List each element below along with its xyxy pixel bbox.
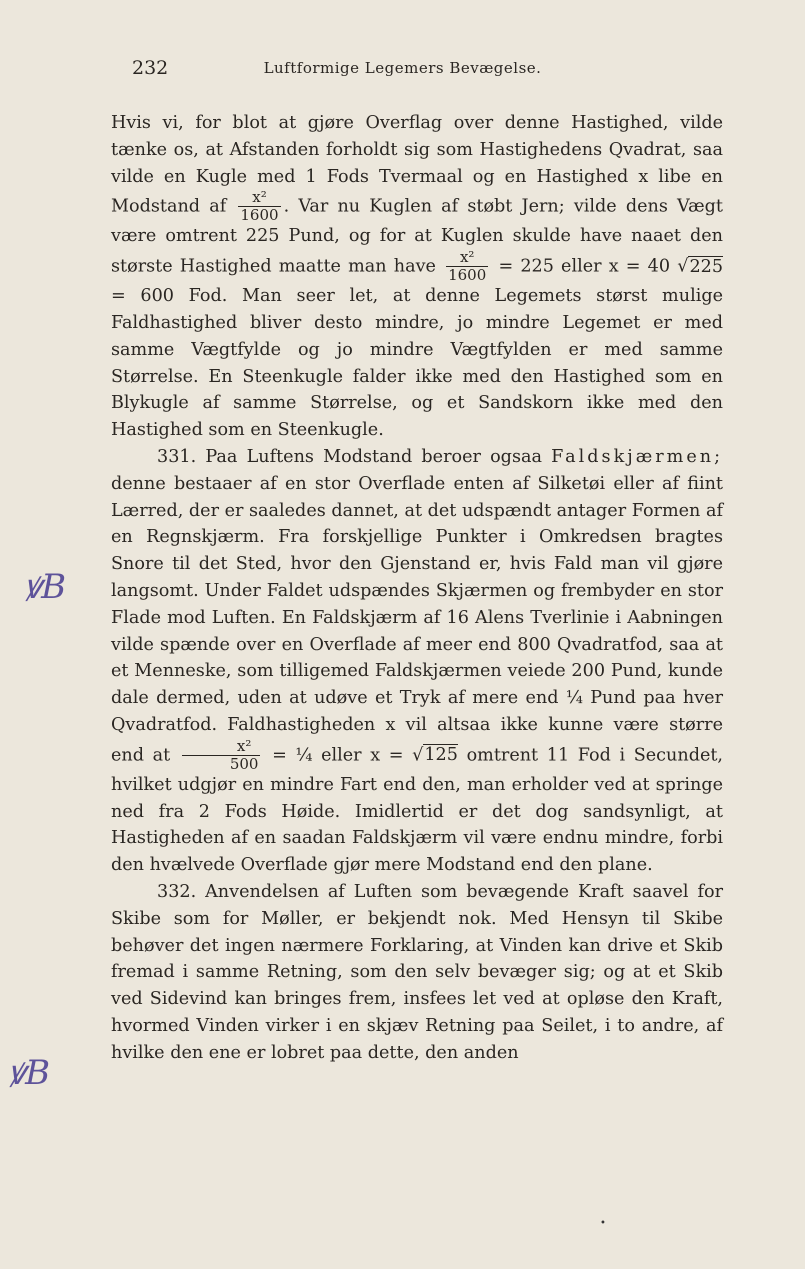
margin-annotation-1: ꝟB [24,567,67,607]
p1-tail: = 600 Fod. Man seer let, at denne Legemets størst mulige Faldhastighed bliver desto mindre, jo mindre Legemet er med samme Vægtfylde og jo mindre Vægtfylden er med samme Størrelse. En Steenkugle falder ikke med den Hastighed som en Blykugle af samme Størrelse, og et Sandskorn ikke med den Hastighed som en Steenkugle. [111,286,723,441]
fraction-x2-over-500 [182,736,261,773]
page-header [0,55,805,85]
sqrt-sign: √ [412,745,424,766]
sqrt-sign: √ [677,256,689,277]
page-speck: • [600,1218,606,1229]
running-title: Luftformige Legemers Bevægelse. [263,59,542,77]
page-number: 232 [132,57,169,79]
paragraph-331 [111,444,723,879]
fraction-numerator: x² [459,248,475,267]
p331-lead: 331. Paa Luftens Modstand beroer ogsaa [157,446,542,467]
equation-225: = 225 eller x = 40 [498,256,671,277]
paragraph-332: 332. Anvendelsen af Luften som bevægende Kraft saavel for Skibe som for Møller, er bekjendt nok. Med Hensyn til Skibe behøver det ingen nærmere Forklaring, at Vinden kan drive et Skib fremad i samme Retning, som den selv bevæger sig; og at et Skib ved Sidevind kan bringes frem, insfees let ved at opløse den Kraft, hvormed Vinden virker i en skjæv Retning paa Seilet, i to andre, af hvilke den ene er lobret paa dette, den anden [111,881,723,1063]
fraction-x2-over-1600-b [446,250,488,283]
fraction-x2-over-1600 [238,190,280,223]
fraction-denominator: 500 [182,755,261,772]
fraction-denominator: 1600 [448,266,487,285]
p331-rest: denne bestaaer af en stor Overflade enten af Silketøi eller af fiint Lærred, der er saaledes dannet, at det udspændt antager Formen af en Regnskjærm. Fra forskjellige Punkter i Omkredsen bragtes Snore til det Sted, hvor den Gjenstand er, hvis Fald man vil gjøre langsomt. Under Faldet udspændes Skjærmen og frembyder en stor Flade mod Luften. En Faldskjærm af 16 Alens Tverlinie i Aabningen vilde spænde over en Overflade af meer end 800 Qvadratfod, saa at et Menneske, som tilligemed Faldskjærmen veiede 200 Pund, kunde dale dermed, uden at udøve et Tryk af mere end ¼ Pund paa hver Qvadratfod. Faldhastigheden x vil altsaa ikke kunne være større end at [111,473,723,766]
term-faldskjaermen: Faldskjærmen; [551,446,723,467]
page-body [111,110,723,1067]
fraction-numerator: x² [252,188,267,207]
p1-lead: Hvis vi, for blot at gjøre Overflag over denne Hastighed, vilde tænke os, at Afstanden forholdt sig som Hastighedens Qvadrat, saa vilde en Kugle med 1 Fods Tvermaal og en Hastighed x libe en Modstand af [111,113,723,217]
margin-annotation-2: ꝟB [8,1053,51,1093]
sqrt-225: 225 [689,256,724,277]
p1-mid: . Var nu Kuglen af støbt Jern; vilde dens Vægt være omtrent 225 Pund, og for at Kuglen skulde have naaet den største Hastighed maatte man have [111,196,723,277]
sqrt-125: 125 [424,745,458,766]
p331-rest2: omtrent 11 Fod i Secundet, hvilket udgjør en mindre Fart end den, man erholder ved at springe ned fra 2 Fods Høide. Imidlertid er det dog sandsynligt, at Hastigheden af en saadan Faldskjærm vil være endnu mindre, forbi den hvælvede Overflade gjør mere Modstand end den plane. [111,745,724,876]
paragraph-1 [111,110,723,444]
equation-quarter: = ¼ eller [272,745,362,766]
equation-x: x = [370,745,404,766]
fraction-denominator: 1600 [240,206,279,225]
fraction-numerator: x² [236,736,252,755]
